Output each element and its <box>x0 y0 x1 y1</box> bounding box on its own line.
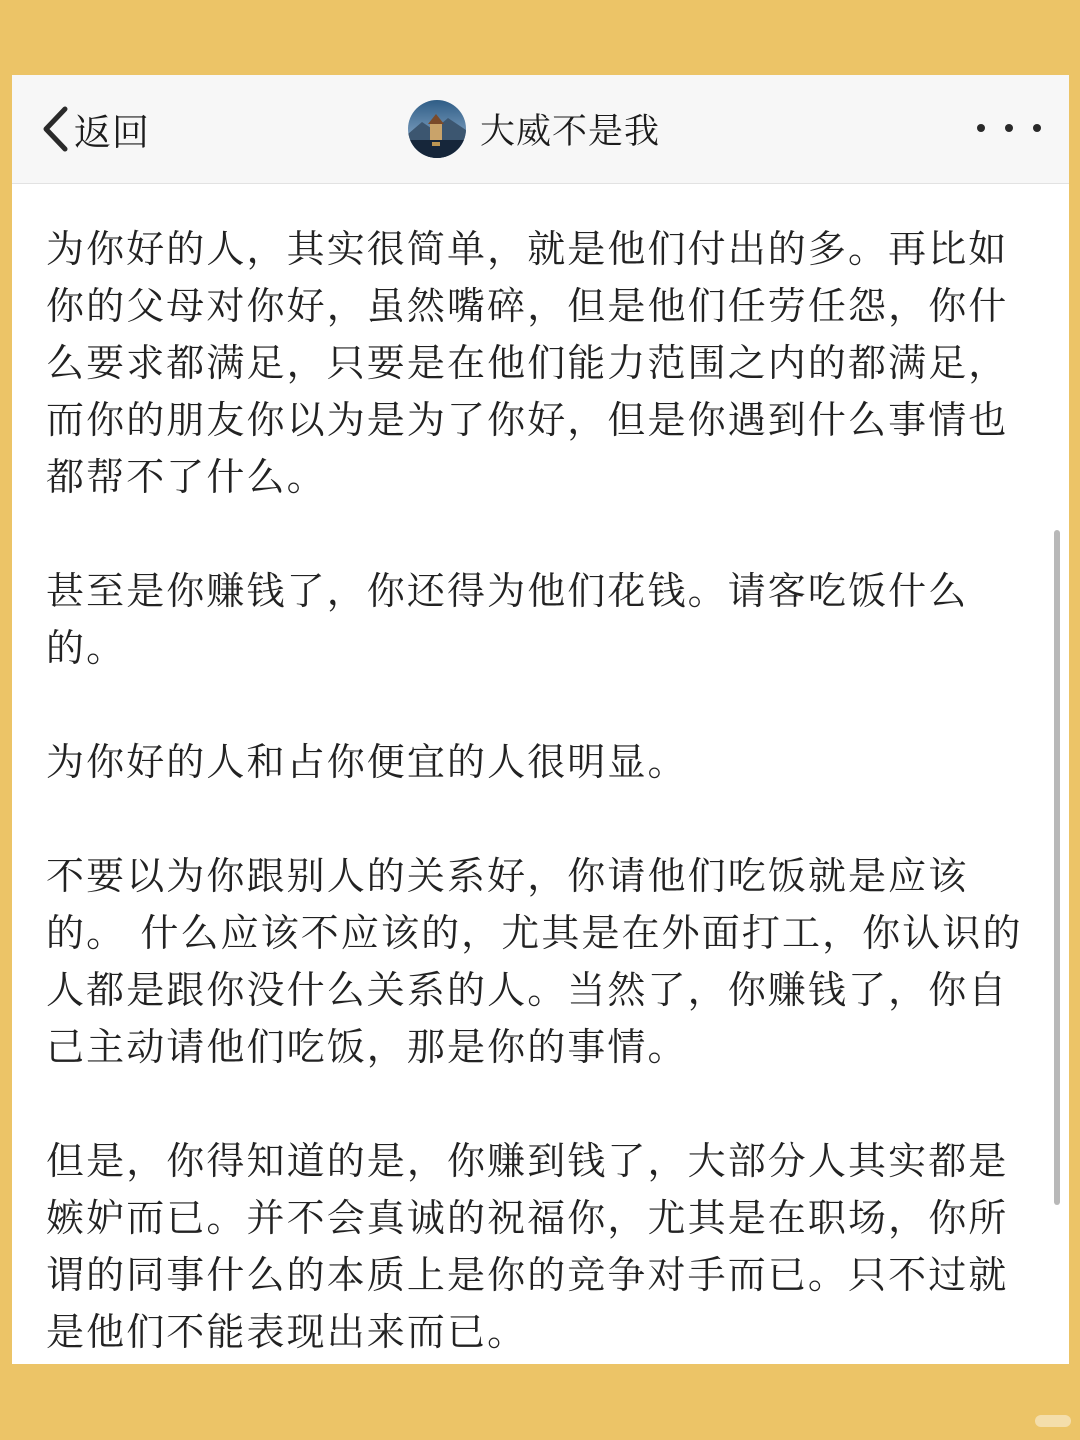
post-content <box>46 221 1036 1364</box>
paragraph: 为你好的人和占你便宜的人很明显。 <box>46 740 688 784</box>
paragraph: 甚至是你赚钱了，你还得为他们花钱。请客吃饭什么的。 <box>46 569 969 670</box>
chevron-left-icon <box>40 105 70 153</box>
avatar[interactable] <box>408 100 466 158</box>
more-horizontal-icon <box>977 124 985 132</box>
home-indicator <box>1035 1415 1071 1427</box>
author-info[interactable] <box>408 99 660 159</box>
paragraph: 不要以为你跟别人的关系好，你请他们吃饭就是应该的。 什么应该不应该的，尤其是在外面打工，你认识的人都是跟你没什么关系的人。当然了，你赚钱了，你自己主动请他们吃饭，那是你的事情。 <box>46 854 1023 1069</box>
back-button[interactable] <box>40 103 150 155</box>
more-dot <box>1005 124 1013 132</box>
paragraph: 为你好的人，其实很简单，就是他们付出的多。再比如你的父母对你好，虽然嘴碎，但是他们任劳任怨，你什么要求都满足，只要是在他们能力范围之内的都满足，而你的朋友你以为是为了你好，但是你遇到什么事情也都帮不了什么。 <box>46 227 1009 499</box>
navigation-bar <box>12 75 1069 184</box>
author-name[interactable]: 大威不是我 <box>480 112 661 152</box>
post-screen <box>12 75 1069 1364</box>
more-dot <box>1033 124 1041 132</box>
more-options-button[interactable] <box>977 113 1041 143</box>
paragraph: 但是，你得知道的是，你赚到钱了，大部分人其实都是嫉妒而已。并不会真诚的祝福你，尤其是在职场，你所谓的同事什么的本质上是你的竞争对手而已。只不过就是他们不能表现出来而已。 <box>46 1139 1009 1354</box>
scrollbar[interactable] <box>1054 530 1060 1205</box>
back-label: 返回 <box>74 111 150 154</box>
